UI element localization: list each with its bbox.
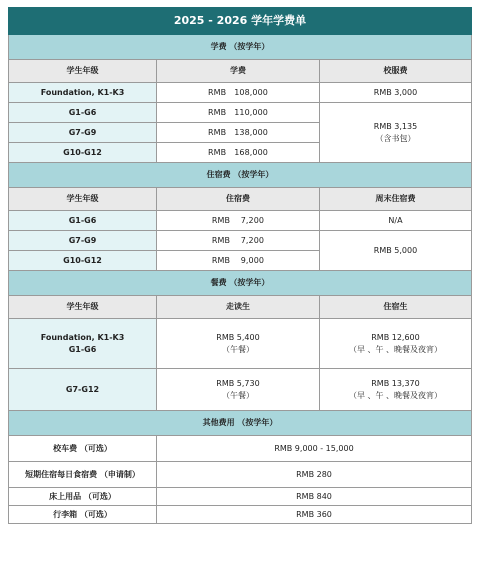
boarder-meal-cell <box>320 319 472 369</box>
boarding-fee-cell: RMB 7,200 <box>157 211 320 231</box>
section-row-boarding <box>9 163 472 188</box>
header-row-boarding <box>9 188 472 211</box>
other-fee-label: 校车费 （可选） <box>9 436 157 462</box>
table-row <box>9 488 472 506</box>
grade-cell: G10-G12 <box>9 251 157 271</box>
table-row <box>9 436 472 462</box>
column-header-boarder: 住宿生 <box>320 296 472 319</box>
column-header-weekend: 周末住宿费 <box>320 188 472 211</box>
boarder-meal-note: （早 、午 、晚餐及夜宵） <box>348 390 443 400</box>
weekend-fee-merged-cell: RMB 5,000 <box>320 231 472 271</box>
grade-cell <box>9 319 157 369</box>
section-row-tuition <box>9 35 472 60</box>
table-row <box>9 506 472 524</box>
grade-line: Foundation, K1-K3 <box>40 332 125 342</box>
day-meal-cell <box>157 319 320 369</box>
page-title: 2025 - 2026 学年学费单 <box>9 8 472 35</box>
grade-line: G1-G6 <box>68 344 97 354</box>
title-row <box>9 8 472 35</box>
column-header-uniform: 校服费 <box>320 60 472 83</box>
column-header-grade: 学生年级 <box>9 60 157 83</box>
column-header-grade: 学生年级 <box>9 296 157 319</box>
tuition-fee-cell: RMB 168,000 <box>157 143 320 163</box>
grade-cell: Foundation, K1-K3 <box>9 83 157 103</box>
section-row-meals <box>9 271 472 296</box>
day-meal-value: RMB 5,400 <box>216 332 260 342</box>
day-meal-cell <box>157 369 320 411</box>
other-fee-label: 短期住宿每日食宿费 （申请制） <box>9 462 157 488</box>
day-meal-value: RMB 5,730 <box>216 378 260 388</box>
header-row-tuition <box>9 60 472 83</box>
other-fee-label: 行李箱 （可选） <box>9 506 157 524</box>
uniform-fee-merged-cell <box>320 103 472 163</box>
day-meal-note: （午餐） <box>222 344 254 354</box>
table-row <box>9 103 472 123</box>
section-heading-boarding: 住宿费 （按学年） <box>9 163 472 188</box>
column-header-boarding: 住宿费 <box>157 188 320 211</box>
other-fee-label: 床上用品 （可选） <box>9 488 157 506</box>
section-heading-other: 其他费用 （按学年） <box>9 411 472 436</box>
grade-cell: G1-G6 <box>9 103 157 123</box>
table-row <box>9 231 472 251</box>
section-heading-meals: 餐费 （按学年） <box>9 271 472 296</box>
tuition-fee-cell: RMB 138,000 <box>157 123 320 143</box>
other-fee-value: RMB 280 <box>157 462 472 488</box>
table-row <box>9 319 472 369</box>
grade-cell: G7-G12 <box>9 369 157 411</box>
table-row <box>9 83 472 103</box>
grade-cell: G7-G9 <box>9 231 157 251</box>
boarder-meal-value: RMB 13,370 <box>371 378 420 388</box>
header-row-meals <box>9 296 472 319</box>
grade-cell: G10-G12 <box>9 143 157 163</box>
column-header-day-student: 走读生 <box>157 296 320 319</box>
day-meal-note: （午餐） <box>222 390 254 400</box>
fee-table <box>8 7 472 524</box>
column-header-grade: 学生年级 <box>9 188 157 211</box>
grade-cell: G1-G6 <box>9 211 157 231</box>
tuition-fee-cell: RMB 110,000 <box>157 103 320 123</box>
other-fee-value: RMB 360 <box>157 506 472 524</box>
column-header-tuition: 学费 <box>157 60 320 83</box>
table-row <box>9 462 472 488</box>
uniform-fee-note: （含书包） <box>375 133 416 143</box>
section-heading-tuition: 学费 （按学年） <box>9 35 472 60</box>
boarding-fee-cell: RMB 7,200 <box>157 231 320 251</box>
tuition-fee-cell: RMB 108,000 <box>157 83 320 103</box>
other-fee-value: RMB 840 <box>157 488 472 506</box>
table-row <box>9 369 472 411</box>
uniform-fee-cell: RMB 3,000 <box>320 83 472 103</box>
boarder-meal-note: （早 、午 、晚餐及夜宵） <box>348 344 443 354</box>
boarding-fee-cell: RMB 9,000 <box>157 251 320 271</box>
section-row-other <box>9 411 472 436</box>
boarder-meal-cell <box>320 369 472 411</box>
boarder-meal-value: RMB 12,600 <box>371 332 420 342</box>
weekend-fee-cell: N/A <box>320 211 472 231</box>
grade-cell: G7-G9 <box>9 123 157 143</box>
other-fee-value: RMB 9,000 - 15,000 <box>157 436 472 462</box>
uniform-fee-value: RMB 3,135 <box>373 121 418 131</box>
table-row <box>9 211 472 231</box>
